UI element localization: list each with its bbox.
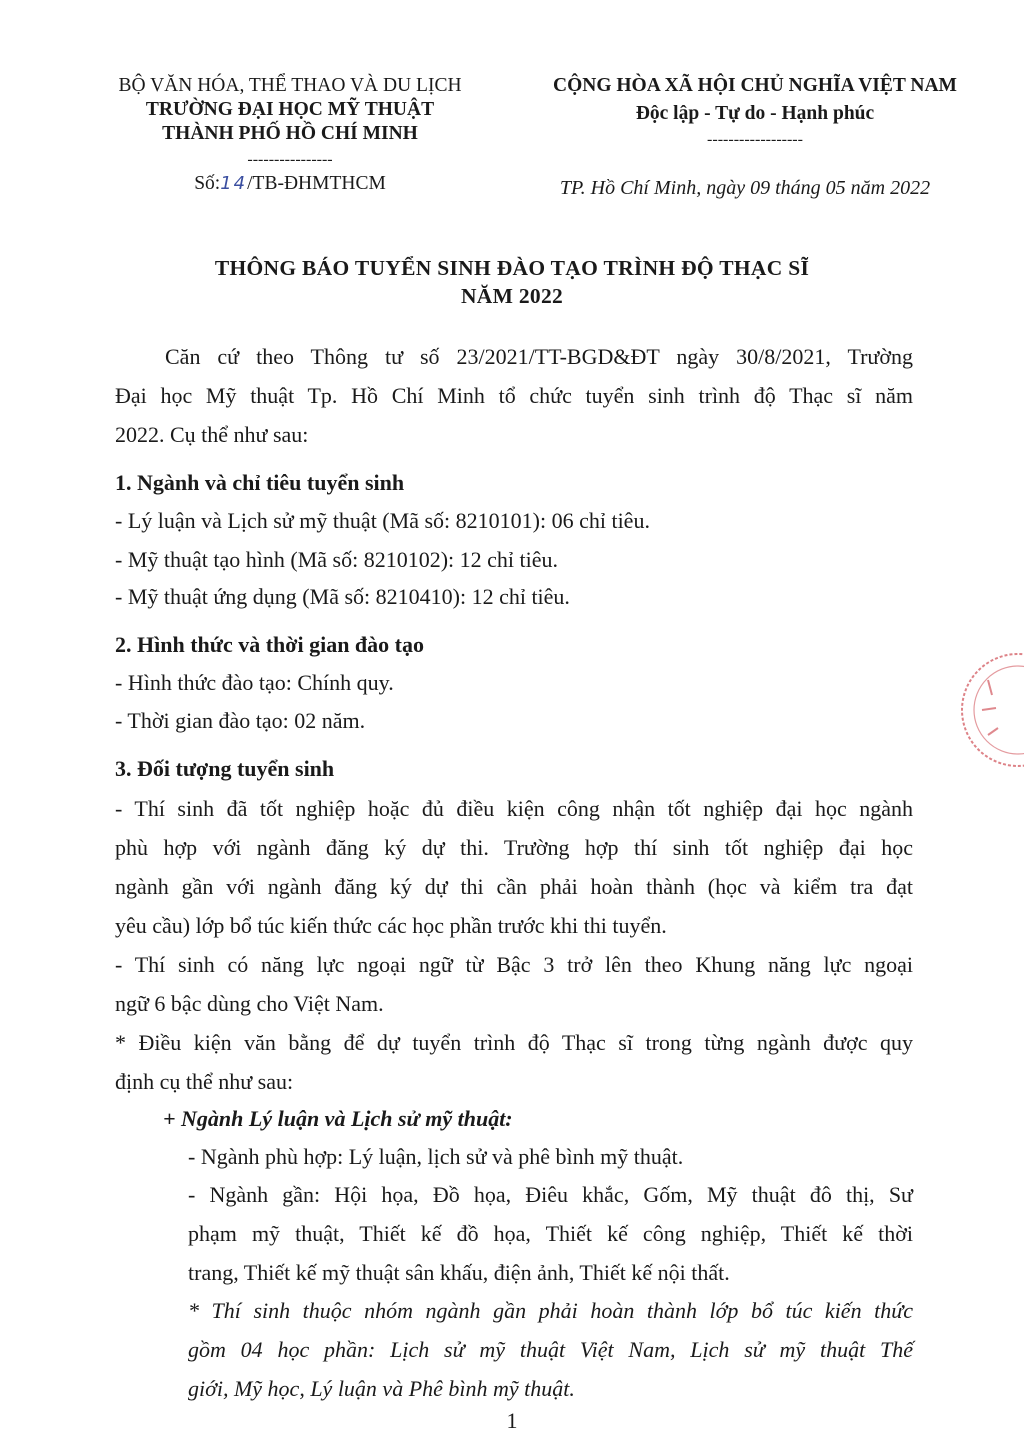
school-name-line1: TRƯỜNG ĐẠI HỌC MỸ THUẬT [145,99,435,120]
subsection-item-line: - Ngành gần: Hội họa, Đồ họa, Điêu khắc, Gốm, Mỹ thuật đô thị, Sư [188,1182,913,1207]
nation-name: CỘNG HÒA XÃ HỘI CHỦ NGHĨA VIỆT NAM [553,75,957,96]
subsection-heading: + Ngành Lý luận và Lịch sử mỹ thuật: [163,1106,513,1131]
section2-heading: 2. Hình thức và thời gian đào tạo [115,632,424,657]
section1-item: - Mỹ thuật tạo hình (Mã số: 8210102): 12 chỉ tiêu. [115,547,558,572]
section3-p2-line: - Thí sinh có năng lực ngoại ngữ từ Bậc 3 trở lên theo Khung năng lực ngoại [115,952,913,977]
section3-p1-line: phù hợp với ngành đăng ký dự thi. Trường hợp thí sinh tốt nghiệp đại học [115,835,913,860]
section1-item: - Mỹ thuật ứng dụng (Mã số: 8210410): 12 chỉ tiêu. [115,584,570,609]
subsection-item-line: trang, Thiết kế mỹ thuật sân khấu, điện ảnh, Thiết kế nội thất. [188,1260,730,1285]
subsection-item-line: phạm mỹ thuật, Thiết kế đồ họa, Thiết kế công nghiệp, Thiết kế thời [188,1221,913,1246]
number-suffix: /TB-ĐHMTHCM [247,173,386,194]
section2-item: - Thời gian đào tạo: 02 năm. [115,708,366,733]
right-divider: ------------------ [707,131,803,148]
seal-stamp-icon [948,640,1024,780]
section3-p2-line: ngữ 6 bậc dùng cho Việt Nam. [115,991,384,1016]
section3-p1-line: - Thí sinh đã tốt nghiệp hoặc đủ điều kiện công nhận tốt nghiệp đại học ngành [115,796,913,821]
section3-p1-line: ngành gần với ngành đăng ký dự thi cần phải hoàn thành (học và kiểm tra đạt [115,874,913,899]
subsection-item: - Ngành phù hợp: Lý luận, lịch sử và phê bình mỹ thuật. [188,1144,684,1169]
intro-line3: 2022. Cụ thể như sau: [115,422,309,447]
section3-p1-line: yêu cầu) lớp bổ túc kiến thức các học phần trước khi thi tuyển. [115,913,667,938]
subsection-note-line: * Thí sinh thuộc nhóm ngành gần phải hoàn thành lớp bổ túc kiến thức [188,1298,913,1323]
section3-p3-line: định cụ thể như sau: [115,1069,294,1094]
document-number [80,172,500,196]
number-handwritten: 14 [220,173,248,194]
section2-item: - Hình thức đào tạo: Chính quy. [115,670,394,695]
section1-item: - Lý luận và Lịch sử mỹ thuật (Mã số: 8210101): 06 chỉ tiêu. [115,508,650,533]
school-name-line2: THÀNH PHỐ HỒ CHÍ MINH [162,123,418,144]
document-title-line2: NĂM 2022 [460,284,564,308]
document-title-line1: THÔNG BÁO TUYỂN SINH ĐÀO TẠO TRÌNH ĐỘ THẠC SĨ [214,256,810,280]
section1-heading: 1. Ngành và chỉ tiêu tuyển sinh [115,470,405,495]
left-divider: ---------------- [247,151,333,168]
place-date: TP. Hồ Chí Minh, ngày 09 tháng 05 năm 2022 [559,177,931,199]
section3-p3-line: * Điều kiện văn bằng để dự tuyển trình độ Thạc sĩ trong từng ngành được quy [115,1030,913,1055]
ministry-name: BỘ VĂN HÓA, THỂ THAO VÀ DU LỊCH [118,75,462,96]
intro-line2: Đại học Mỹ thuật Tp. Hồ Chí Minh tổ chức tuyển sinh trình độ Thạc sĩ năm [115,383,913,408]
subsection-note-line: gồm 04 học phần: Lịch sử mỹ thuật Việt Nam, Lịch sử mỹ thuật Thế [188,1337,913,1362]
subsection-note-line: giới, Mỹ học, Lý luận và Phê bình mỹ thuật. [188,1376,575,1401]
intro-line1: Căn cứ theo Thông tư số 23/2021/TT-BGD&ĐT ngày 30/8/2021, Trường [165,344,913,369]
national-motto: Độc lập - Tự do - Hạnh phúc [635,103,875,124]
section3-heading: 3. Đối tượng tuyển sinh [115,756,335,781]
number-prefix: Số: [194,173,221,194]
page-number: 1 [506,1408,518,1433]
